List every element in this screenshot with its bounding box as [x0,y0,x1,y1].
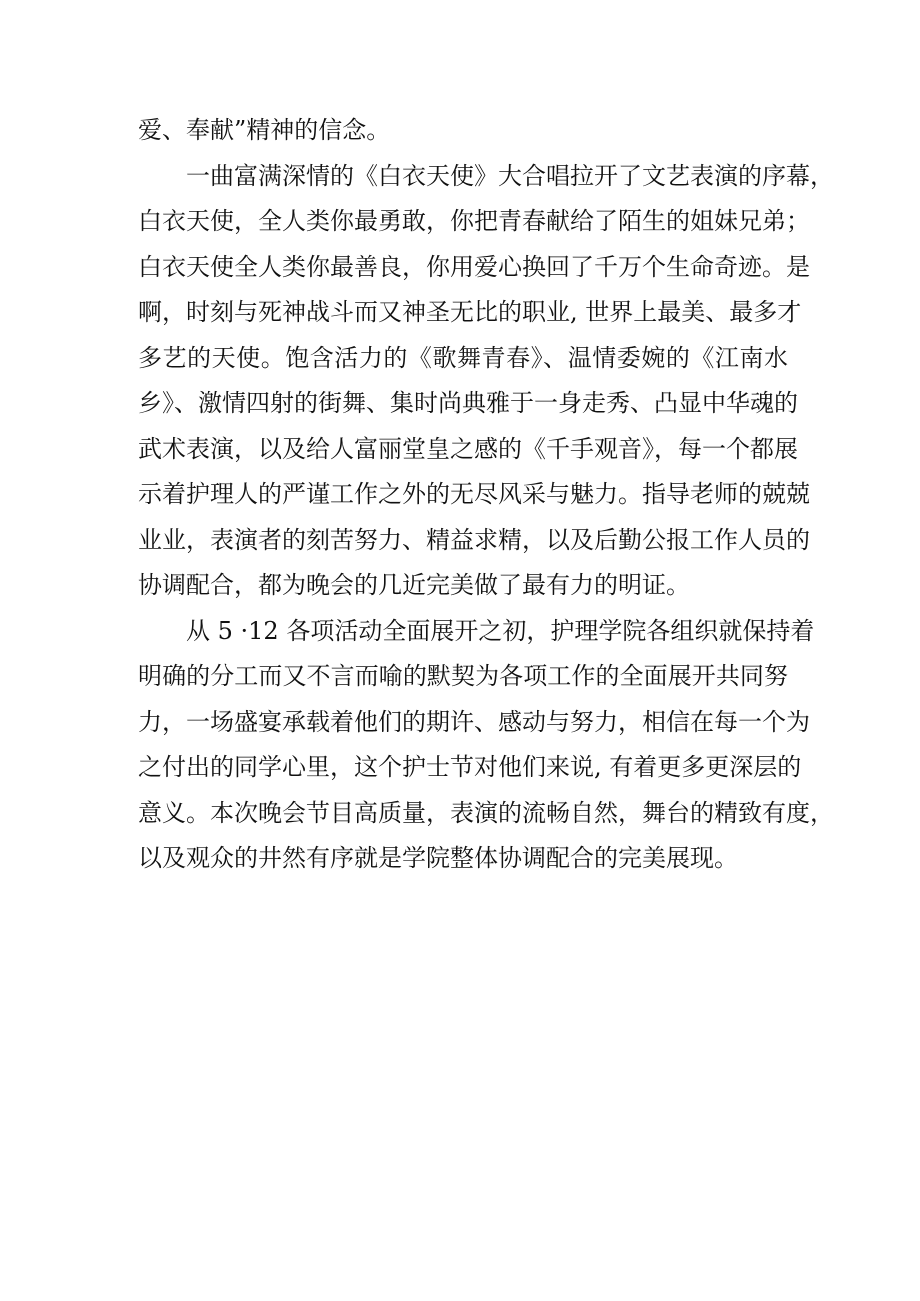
text-line: 意义。本次晚会节目高质量，表演的流畅自然，舞台的精致有度， [138,798,834,827]
text-line: 以及观众的井然有序就是学院整体协调配合的完美展现。 [138,844,738,872]
text-line: 啊，时刻与死神战斗而又神圣无比的职业, 世界上最美、最多才 [138,298,802,326]
text-line: 一曲富满深情的《白衣天使》大合唱拉开了文艺表演的序幕， [186,161,834,190]
text-line: 从 5 ·12 各项活动全面展开之初，护理学院各组织就保持着 [186,616,815,645]
text-line: 明确的分工而又不言而喻的默契为各项工作的全面展开共同努 [138,662,788,690]
text-line: 武术表演，以及给人富丽堂皇之感的《千手观音》，每一个都展 [138,434,798,463]
text-line: 多艺的天使。饱含活力的《歌舞青春》、温情委婉的《江南水 [138,343,788,372]
text-line: 协调配合，都为晚会的几近完美做了最有力的明证。 [138,571,690,599]
document-body [138,108,834,882]
text-line: 乡》、激情四射的街舞、集时尚典雅于一身走秀、凸显中华魂的 [138,389,798,417]
text-line: 白衣天使全人类你最善良，你用爱心换回了千万个生命奇迹。是 [138,252,810,281]
text-line: 白衣天使，全人类你最勇敢，你把青春献给了陌生的姐妹兄弟； [138,207,810,235]
text-line: 业业，表演者的刻苦努力、精益求精，以及后勤公报工作人员的 [138,525,810,554]
text-line: 力，一场盛宴承载着他们的期许、感动与努力，相信在每一个为 [138,707,810,736]
text-line: 示着护理人的严谨工作之外的无尽风采与魅力。指导老师的兢兢 [138,480,810,508]
text-line: 之付出的同学心里，这个护士节对他们来说, 有着更多更深层的 [138,753,802,781]
text-line: 爱、奉献”精神的信念。 [138,116,391,144]
